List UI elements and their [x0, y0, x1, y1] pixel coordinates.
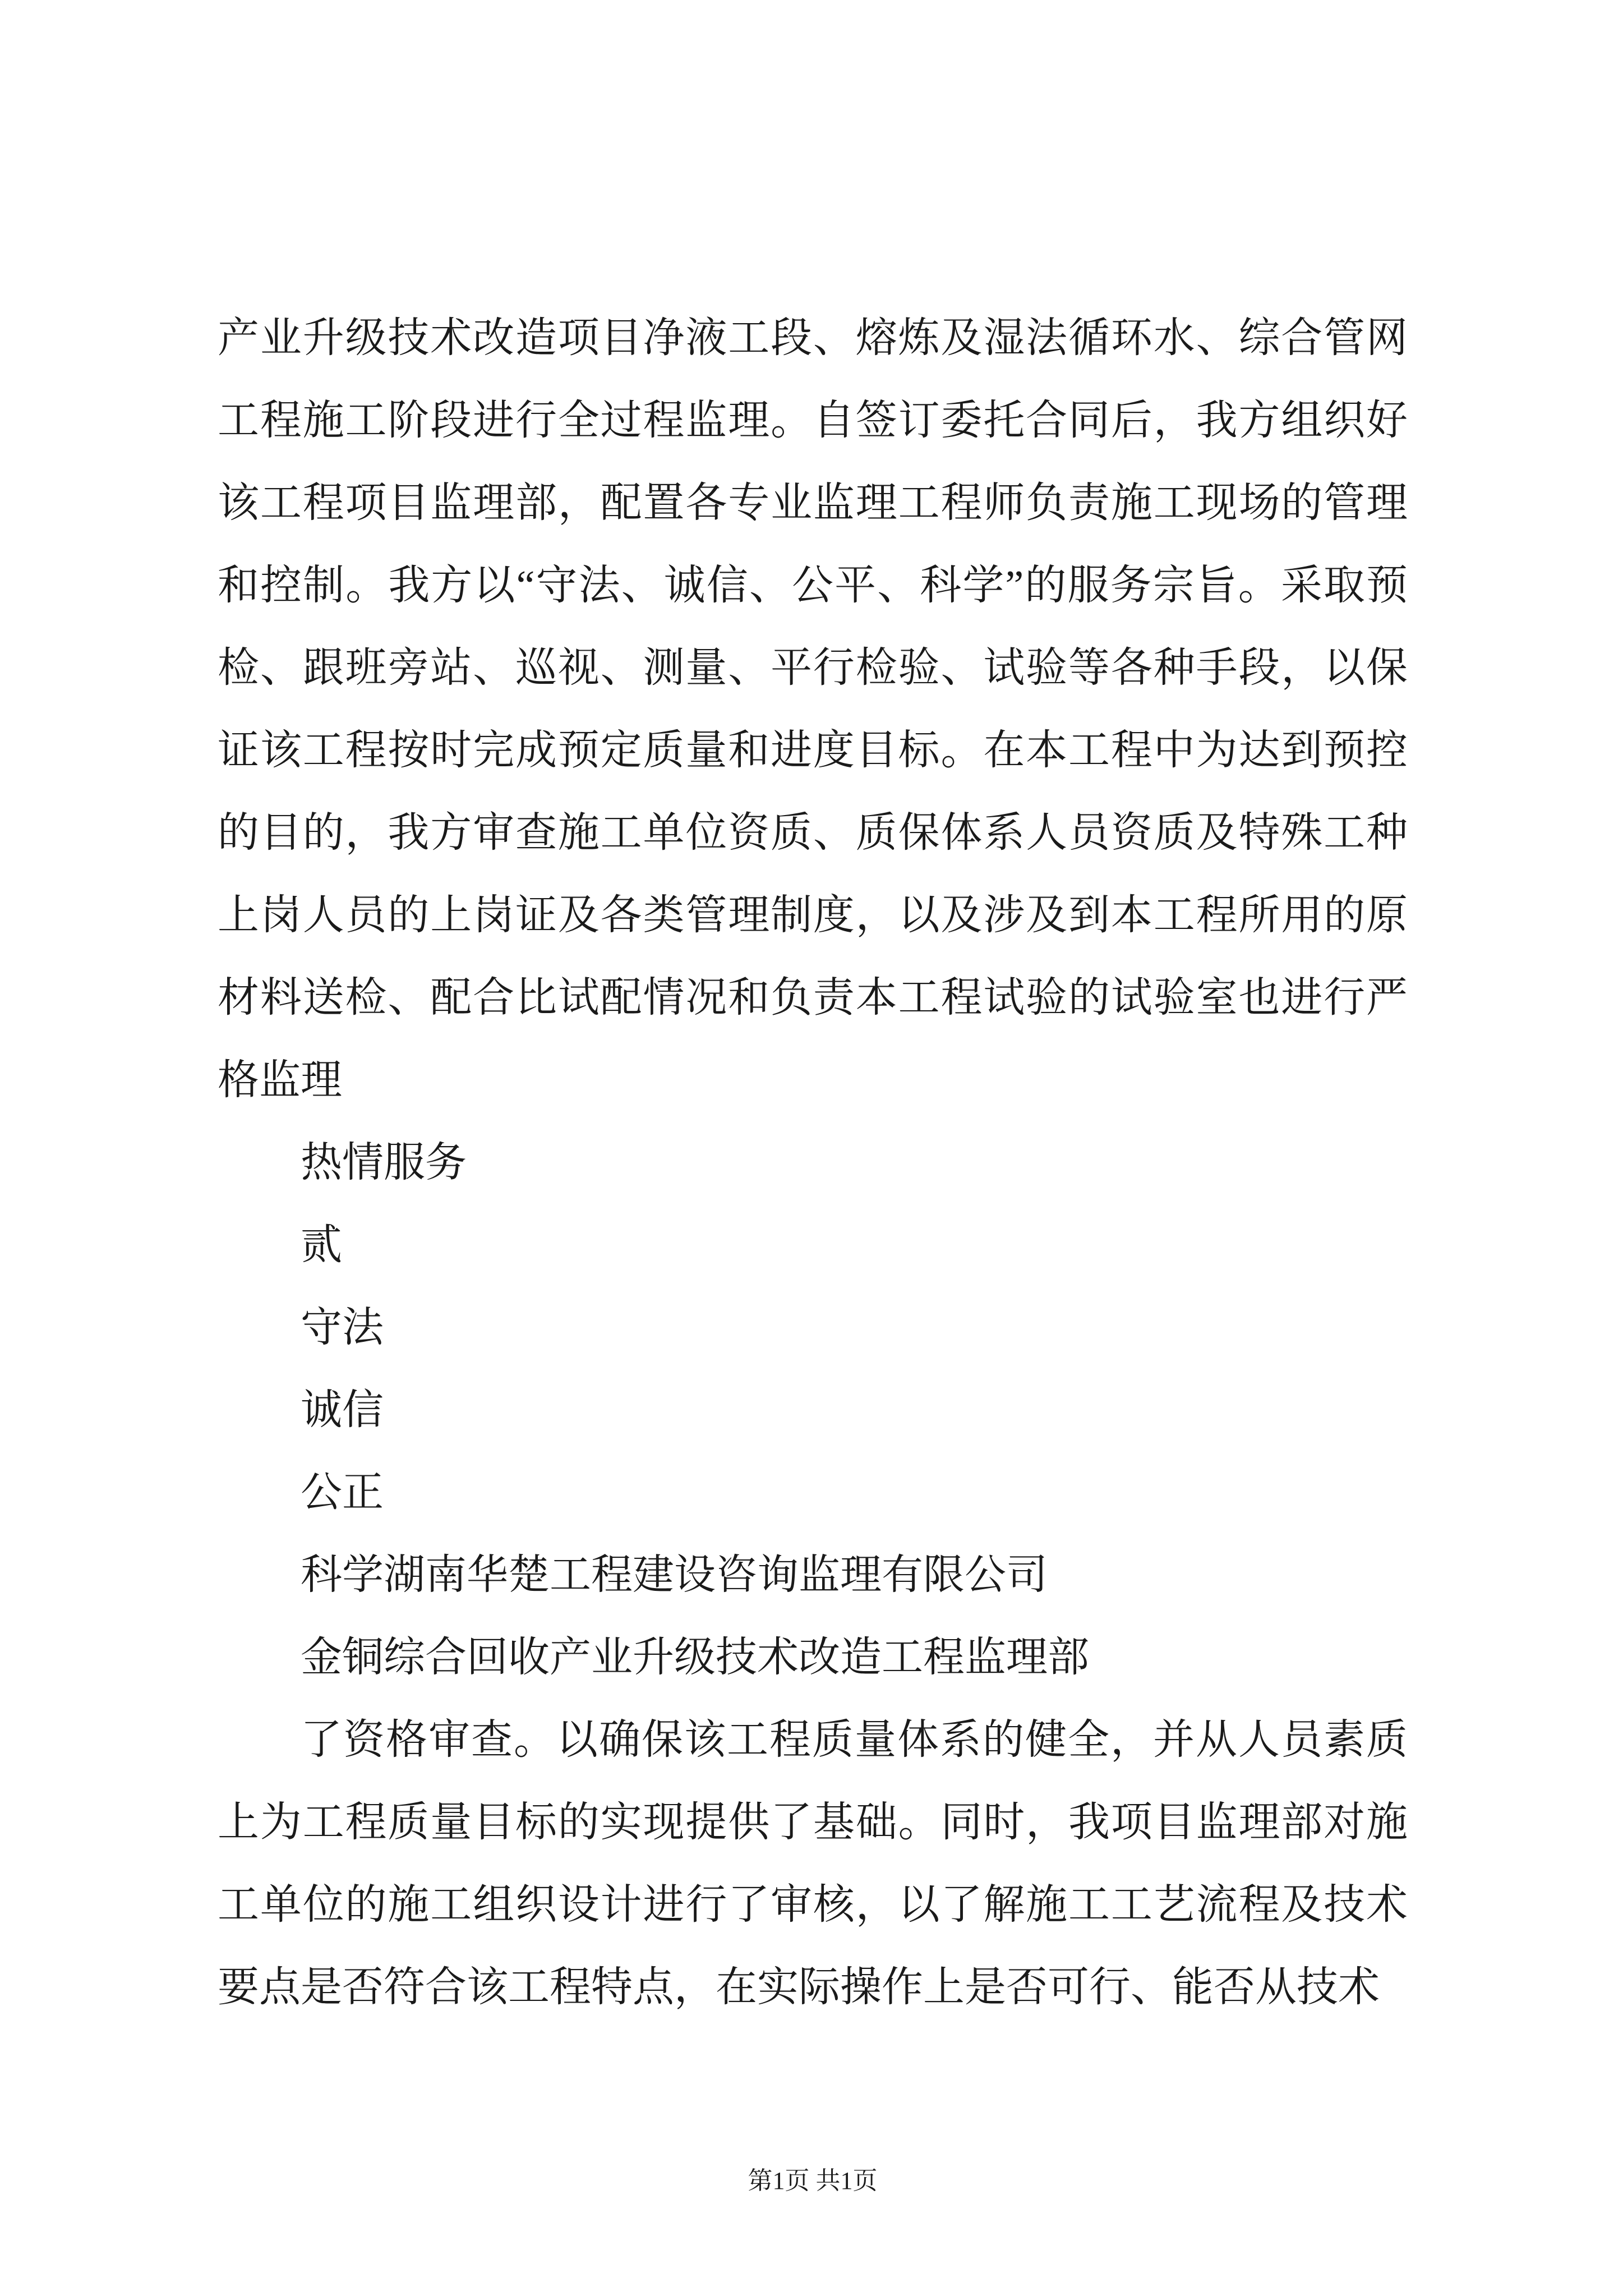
paragraph: 贰 — [301, 1222, 342, 1268]
paragraph: 公正 — [301, 1470, 384, 1516]
paragraph: 热情服务 — [301, 1140, 467, 1186]
page-footer — [218, 2164, 1408, 2198]
page-number-text: 第1页 共1页 — [748, 2167, 878, 2194]
paragraph: 了资格审查。以确保该工程质量体系的健全，并从人员素质上为工程质量目标的实现提供了基础。同时，我项目监理部对施工单位的施工组织设计进行了审核，以了解施工工艺流程及技术要点是否符合该工程特点，在实际操作上是否可行、能否从技术 — [218, 1717, 1408, 2010]
paragraph: 诚信 — [301, 1387, 384, 1433]
paragraph: 科学湖南华楚工程建设咨询监理有限公司 — [301, 1552, 1048, 1598]
paragraph: 守法 — [301, 1305, 384, 1351]
paragraph: 金铜综合回收产业升级技术改造工程监理部 — [301, 1635, 1089, 1681]
paragraph: 产业升级技术改造项目净液工段、熔炼及湿法循环水、综合管网工程施工阶段进行全过程监理。自签订委托合同后，我方组织好该工程项目监理部，配置各专业监理工程师负责施工现场的管理和控制。我方以“守法、诚信、公平、科学”的服务宗旨。采取预检、跟班旁站、巡视、测量、平行检验、试验等各种手段，以保证该工程按时完成预定质量和进度目标。在本工程中为达到预控的目的，我方审查施工单位资质、质保体系人员资质及特殊工种上岗人员的上岗证及各类管理制度，以及涉及到本工程所用的原材料送检、配合比试配情况和负责本工程试验的试验室也进行严格监理 — [218, 315, 1408, 1103]
text-content — [218, 297, 1408, 2029]
